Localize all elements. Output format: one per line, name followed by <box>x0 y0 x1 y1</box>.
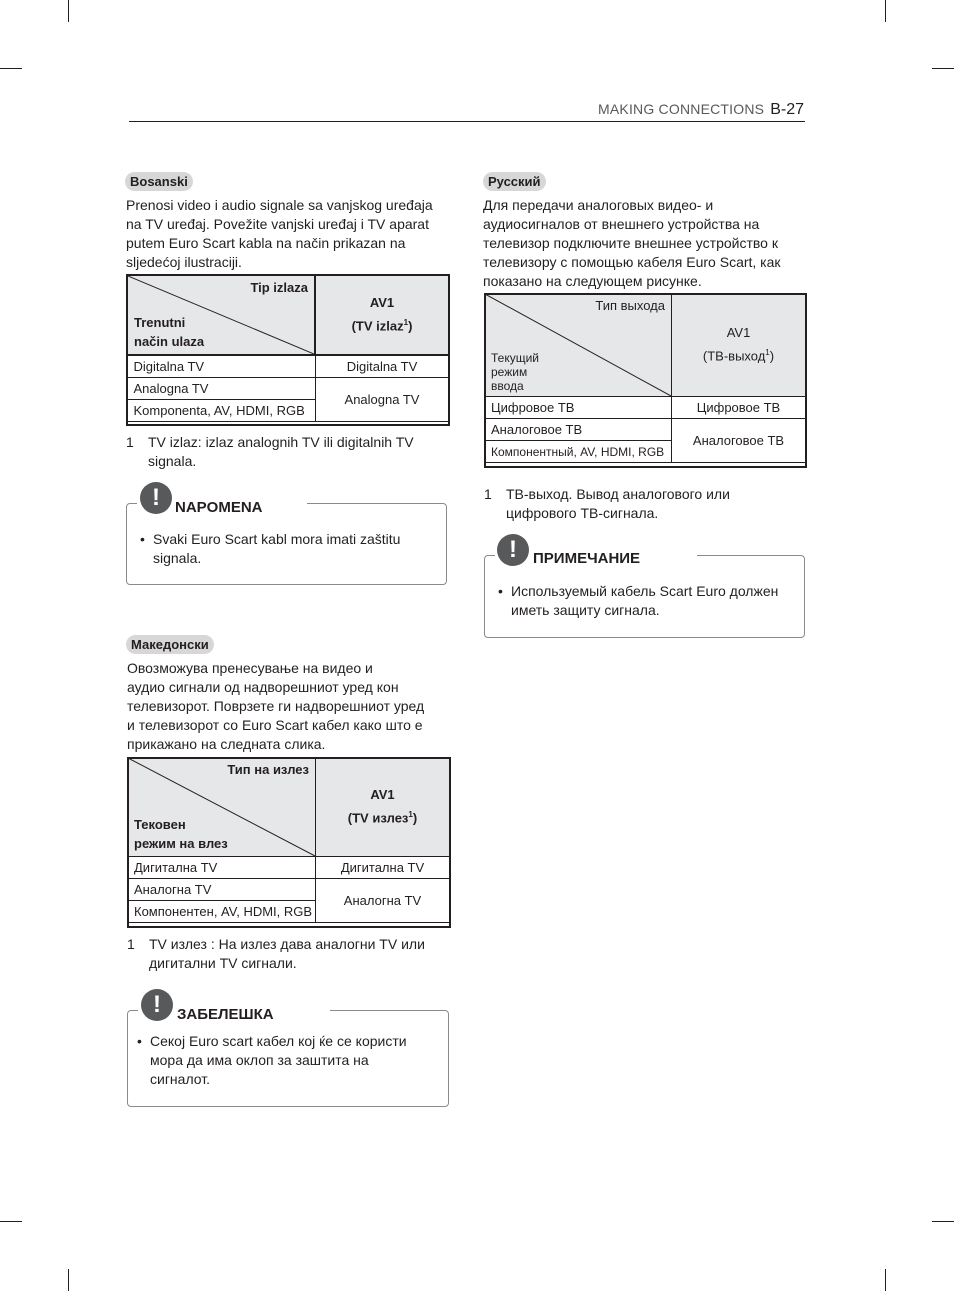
av1-label: AV1 <box>726 325 751 341</box>
av1-header-cell <box>316 758 450 857</box>
note-title: ПРИМЕЧАНИЕ <box>533 550 641 567</box>
av1-sub-label: (TV излез$^1$) <box>347 810 418 826</box>
output-cell: Analogna TV <box>315 378 449 422</box>
input-mode-cell: Analogna TV <box>127 378 315 400</box>
input-mode-cell: Аналогна TV <box>128 879 316 901</box>
crop-mark <box>0 1221 22 1222</box>
crop-mark <box>68 1269 69 1291</box>
input-mode-line: način ulaza <box>134 334 205 349</box>
connection-table-bosanski <box>126 274 450 422</box>
header-diagonal-cell <box>128 758 316 857</box>
av1-label: AV1 <box>370 787 395 803</box>
output-type-label: Тип на излез <box>227 762 309 777</box>
exclamation-icon: ! <box>141 989 173 1021</box>
input-mode-cell: Компонентен, AV, HDMI, RGB <box>128 901 316 923</box>
footnote-line: дигитални TV сигнали. <box>149 955 297 971</box>
section-title: MAKING CONNECTIONS <box>598 101 765 117</box>
header-diagonal-cell <box>127 275 315 355</box>
input-mode-cell: Digitalna TV <box>127 355 315 378</box>
page-header <box>598 101 804 119</box>
connection-table-russian <box>484 293 806 463</box>
output-type-label: Tip izlaza <box>250 280 308 295</box>
output-cell: Аналогна TV <box>316 879 450 923</box>
intro-paragraph-bosanski <box>126 196 456 272</box>
input-mode-cell: Дигитална TV <box>128 857 316 879</box>
header-rule <box>129 121 805 122</box>
crop-mark <box>932 68 954 69</box>
av1-sub-label: (ТВ-выход$^1$) <box>702 348 775 364</box>
intro-line: прикажано на следната слика. <box>127 736 326 752</box>
exclamation-icon: ! <box>140 482 172 514</box>
intro-line: Для передачи аналоговых видео- и <box>483 197 714 213</box>
intro-line: putem Euro Scart kabla na način prikazan na <box>126 235 406 251</box>
output-cell: Цифровое ТВ <box>672 397 806 419</box>
intro-line: телевизорот. Поврзете ги надворешниот уред <box>127 698 425 714</box>
intro-line: и телевизорот со Euro Scart кабел како што е <box>127 717 423 733</box>
footnote-number: 1 <box>126 434 134 450</box>
crop-mark <box>932 1221 954 1222</box>
note-title: NAPOMENA <box>175 499 263 516</box>
language-label-russian: Русский <box>483 172 546 191</box>
output-type-label: Тип выхода <box>595 298 665 313</box>
intro-paragraph-makedonski <box>127 659 457 754</box>
intro-line: Овозможува пренесување на видео и <box>127 660 373 676</box>
language-label-makedonski: Македонски <box>126 635 214 654</box>
footnote-line: ТВ-выход. Вывод аналогового или <box>506 486 730 502</box>
note-box-bosanski <box>126 484 447 585</box>
intro-line: показано на следующем рисунке. <box>483 273 702 289</box>
intro-line: аудио сигнали од надворешниот уред кон <box>127 679 399 695</box>
note-box-russian <box>484 536 805 638</box>
exclamation-icon: ! <box>497 534 529 566</box>
crop-mark <box>885 1269 886 1291</box>
output-cell: Digitalna TV <box>315 355 449 378</box>
intro-line: sljedećoj ilustraciji. <box>126 254 242 270</box>
footnote-line: цифрового ТВ-сигнала. <box>506 505 659 521</box>
input-mode-line: Trenutni <box>134 315 186 330</box>
av1-header-cell <box>315 275 449 355</box>
header-diagonal-cell <box>485 294 672 397</box>
intro-line: телевизору с помощью кабеля Euro Scart, как <box>483 254 781 270</box>
output-cell: Аналоговое ТВ <box>672 419 806 463</box>
input-mode-label <box>134 313 204 351</box>
footnote-line: TV izlaz: izlaz analognih TV ili digitalnih TV <box>148 434 414 450</box>
footnote-number: 1 <box>127 936 135 952</box>
crop-mark <box>885 0 886 22</box>
note-box-makedonski <box>127 991 449 1107</box>
footnote-line: TV излез : На излез дава аналогни TV или <box>149 936 425 952</box>
footnote-number: 1 <box>484 486 492 502</box>
input-mode-cell: Аналоговое ТВ <box>485 419 672 441</box>
input-mode-label: Текущий режим ввода <box>491 351 539 393</box>
input-mode-cell: Компонентный, AV, HDMI, RGB <box>485 441 672 463</box>
language-label-bosanski: Bosanski <box>125 172 193 191</box>
intro-line: Prenosi video i audio signale sa vanjskog uređaja <box>126 197 433 213</box>
intro-paragraph-russian <box>483 196 813 291</box>
input-mode-cell: Цифровое ТВ <box>485 397 672 419</box>
intro-line: телевизор подключите внешнее устройство к <box>483 235 778 251</box>
note-bullet: • Svaki Euro Scart kabl mora imati zaštitu signala. <box>140 531 401 566</box>
footnote-makedonski <box>127 935 447 973</box>
connection-table-makedonski <box>127 757 450 923</box>
footnote-line: signala. <box>148 453 197 469</box>
intro-line: аудиосигналов от внешнего устройства на <box>483 216 760 232</box>
footnote-russian <box>484 485 804 523</box>
page-number: B-27 <box>770 101 804 118</box>
input-mode-label: Тековен режим на влез <box>134 817 228 851</box>
footnote-bosanski <box>126 433 446 471</box>
crop-mark <box>0 68 22 69</box>
av1-label: AV1 <box>369 295 395 311</box>
intro-line: na TV uređaj. Povežite vanjski uređaj i TV aparat <box>126 216 429 232</box>
av1-header-cell <box>672 294 806 397</box>
note-title: ЗАБЕЛЕШКА <box>177 1006 274 1023</box>
note-bullet: • Секој Euro scart кабел кој ќе се користи мора да има оклоп за заштита на сигналот. <box>137 1033 407 1087</box>
output-cell: Дигитална TV <box>316 857 450 879</box>
av1-sub-label: (TV izlaz$^1$) <box>351 318 413 334</box>
input-mode-cell: Komponenta, AV, HDMI, RGB <box>127 400 315 422</box>
crop-mark <box>68 0 69 22</box>
note-bullet: • Используемый кабель Scart Euro должен иметь защиту сигнала. <box>498 583 779 618</box>
